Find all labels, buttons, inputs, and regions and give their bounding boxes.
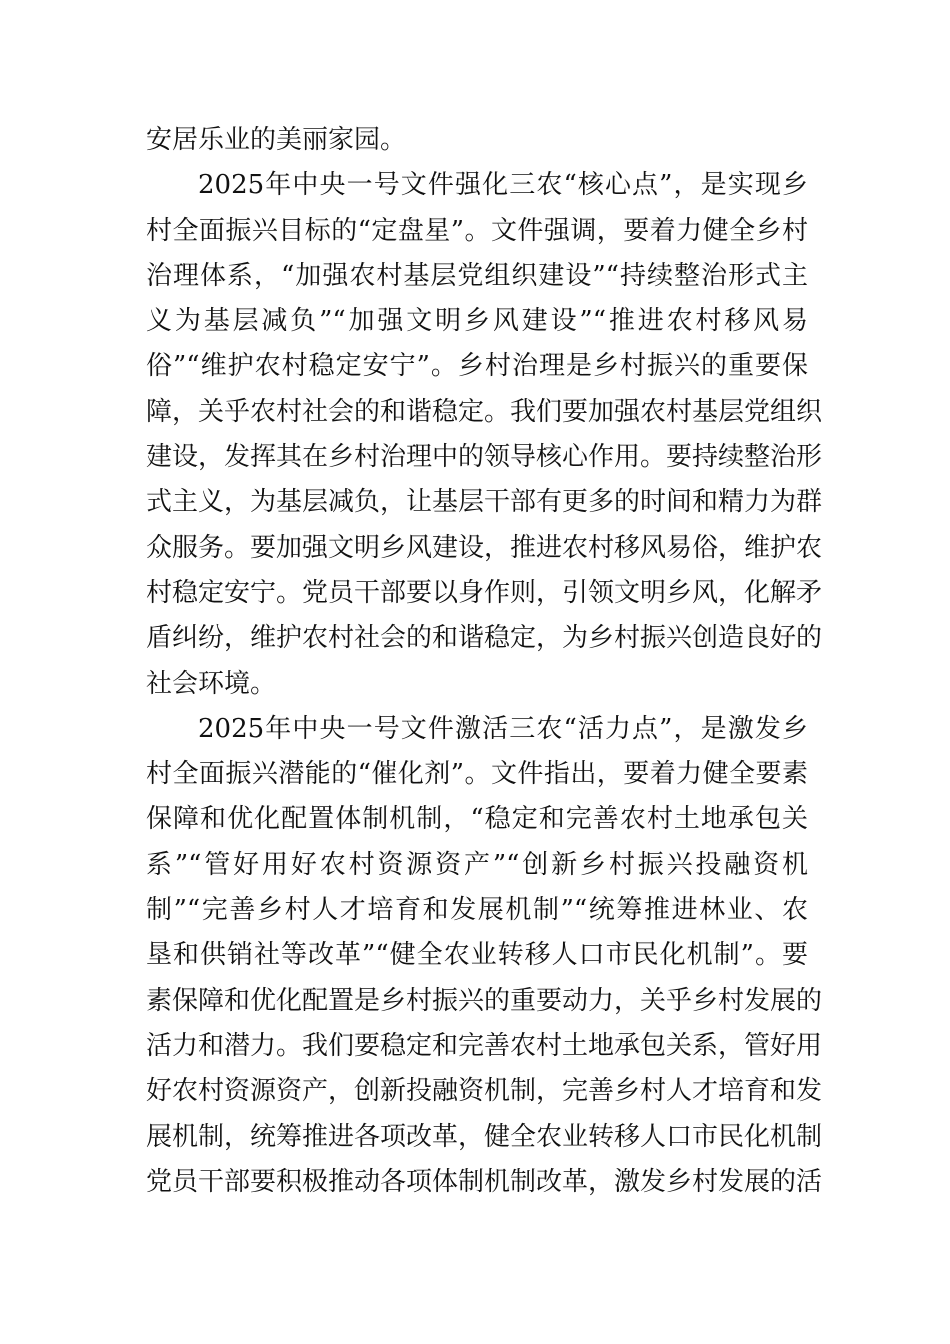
paragraph-first-line: 2025年中央一号文件激活三农“活力点”，是激发乡 bbox=[198, 713, 808, 744]
text-line: 素保障和优化配置是乡村振兴的重要动力，关乎乡村发展的 bbox=[146, 985, 823, 1016]
document-body bbox=[146, 118, 823, 1205]
text-line: 式主义，为基层减负，让基层干部有更多的时间和精力为群 bbox=[146, 487, 823, 518]
text-line: 俗”“维护农村稳定安宁”。乡村治理是乡村振兴的重要保 bbox=[146, 351, 808, 382]
text-line: 众服务。要加强文明乡风建设，推进农村移风易俗，维护农 bbox=[146, 532, 823, 563]
text-line: 治理体系，“加强农村基层党组织建设”“持续整治形式主 bbox=[146, 260, 808, 291]
text-line: 系”“管好用好农村资源资产”“创新乡村振兴投融资机 bbox=[146, 849, 808, 880]
text-line: 村全面振兴目标的“定盘星”。文件强调，要着力健全乡村 bbox=[146, 215, 808, 246]
text-line: 保障和优化配置体制机制，“稳定和完善农村土地承包关 bbox=[146, 804, 808, 835]
text-line: 安居乐业的美丽家园。 bbox=[146, 125, 407, 155]
text-line: 村稳定安宁。党员干部要以身作则，引领文明乡风，化解矛 bbox=[146, 577, 823, 608]
text-line: 建设，发挥其在乡村治理中的领导核心作用。要持续整治形 bbox=[146, 442, 823, 473]
text-line: 社会环境。 bbox=[146, 668, 277, 699]
text-line: 村全面振兴潜能的“催化剂”。文件指出，要着力健全要素 bbox=[146, 759, 808, 790]
text-line: 活力和潜力。我们要稳定和完善农村土地承包关系，管好用 bbox=[146, 1030, 823, 1061]
text-line: 义为基层减负”“加强文明乡风建设”“推进农村移风易 bbox=[146, 306, 808, 337]
text-line: 党员干部要积极推动各项体制机制改革，激发乡村发展的活 bbox=[146, 1166, 823, 1197]
paragraph-first-line: 2025年中央一号文件强化三农“核心点”，是实现乡 bbox=[198, 170, 808, 201]
text-line: 展机制，统筹推进各项改革，健全农业转移人口市民化机制 bbox=[146, 1121, 823, 1152]
text-line: 障，关乎农村社会的和谐稳定。我们要加强农村基层党组织 bbox=[146, 396, 823, 427]
text-line: 盾纠纷，维护农村社会的和谐稳定，为乡村振兴创造良好的 bbox=[146, 623, 823, 654]
text-line: 垦和供销社等改革”“健全农业转移人口市民化机制”。要 bbox=[146, 940, 808, 971]
text-line: 好农村资源资产，创新投融资机制，完善乡村人才培育和发 bbox=[146, 1076, 823, 1107]
text-line: 制”“完善乡村人才培育和发展机制”“统筹推进林业、农 bbox=[146, 895, 808, 926]
